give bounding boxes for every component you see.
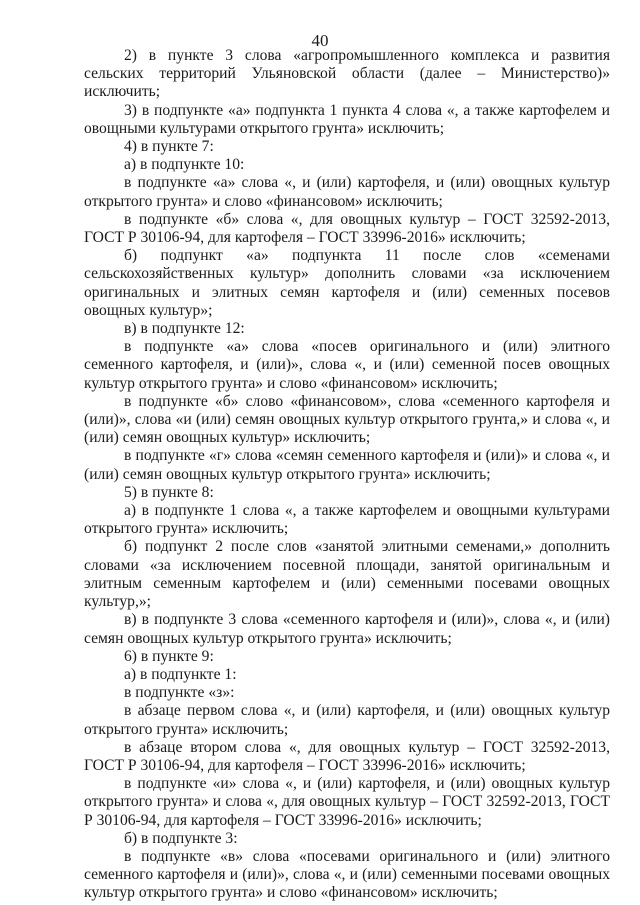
- paragraph: в подпункте «в» слова «посевами оригинального и (или) элитного семенного картофеля и (или)», слова «, и (или) семенными посевами овощных культур открытого грунта» и слово «финансовом» исключить;: [84, 847, 610, 902]
- paragraph: 4) в пункте 7:: [124, 138, 214, 156]
- paragraph: а) в подпункте 10:: [124, 156, 245, 174]
- paragraph: в подпункте «б» слово «финансовом», слова «семенного картофеля и (или)», слова «и (или) семян овощных культур открытого грунта,» и слова «, и (или) семян овощных культур» исключить;: [84, 392, 610, 447]
- paragraph: б) подпункт 2 после слов «занятой элитными семенами,» дополнить словами «за исключением посевной площади, занятой оригинальным и элитным семенным картофелем и (или) семенными посевами овощных культур,»;: [84, 538, 610, 611]
- paragraph: в подпункте «а» слова «посев оригинального и (или) элитного семенного картофеля, и (или)», слова «, и (или) семенной посев овощных культур открытого грунта» и слово «финансовом» исключить;: [84, 338, 610, 392]
- paragraph: а) в подпункте 1:: [124, 665, 237, 683]
- document-body: [84, 47, 610, 903]
- paragraph: б) в подпункте 3:: [124, 829, 238, 847]
- paragraph: в) в подпункте 3 слова «семенного картофеля и (или)», слова «, и (или) семян овощных культур открытого грунта» исключить;: [84, 611, 610, 647]
- paragraph: в абзаце первом слова «, и (или) картофеля, и (или) овощных культур открытого грунта» исключить;: [84, 702, 610, 738]
- paragraph: а) в подпункте 1 слова «, а также картофелем и овощными культурами открытого грунта» исключить;: [84, 502, 610, 538]
- paragraph: в подпункте «а» слова «, и (или) картофеля, и (или) овощных культур открытого грунта» и слово «финансовом» исключить;: [84, 174, 610, 210]
- paragraph: 3) в подпункте «а» подпункта 1 пункта 4 слова «, а также картофелем и овощными культурами открытого грунта» исключить;: [84, 101, 610, 137]
- paragraph: в подпункте «и» слова «, и (или) картофеля, и (или) овощных культур открытого грунта» и слова «, для овощных культур – ГОСТ 32592-2013, ГОСТ Р 30106-94, для картофеля – ГОСТ 33996-2016» исключить;: [84, 775, 610, 829]
- paragraph: в абзаце втором слова «, для овощных культур – ГОСТ 32592-2013, ГОСТ Р 30106-94, для картофеля – ГОСТ 33996-2016» исключить;: [84, 738, 610, 774]
- paragraph: б) подпункт «а» подпункта 11 после слов «семенами сельскохозяйственных культур» дополнить словами «за исключением оригинальных и элитных семян картофеля и (или) семенных посевов овощных культур»;: [84, 247, 610, 319]
- paragraph: в подпункте «з»:: [124, 684, 235, 702]
- page-number: 40: [311, 31, 329, 50]
- paragraph: в подпункте «б» слова «, для овощных культур – ГОСТ 32592-2013, ГОСТ Р 30106-94, для картофеля – ГОСТ 33996-2016» исключить;: [84, 210, 610, 247]
- paragraph: 6) в пункте 9:: [124, 647, 214, 665]
- paragraph: 5) в пункте 8:: [124, 483, 214, 501]
- paragraph: в) в подпункте 12:: [124, 320, 245, 338]
- paragraph: в подпункте «г» слова «семян семенного картофеля и (или)» и слова «, и (или) семян овощных культур открытого грунта» исключить;: [84, 447, 610, 483]
- paragraph: 2) в пункте 3 слова «агропромышленного комплекса и развития сельских территорий Ульяновской области (далее – Министерство)» исключить;: [84, 47, 610, 101]
